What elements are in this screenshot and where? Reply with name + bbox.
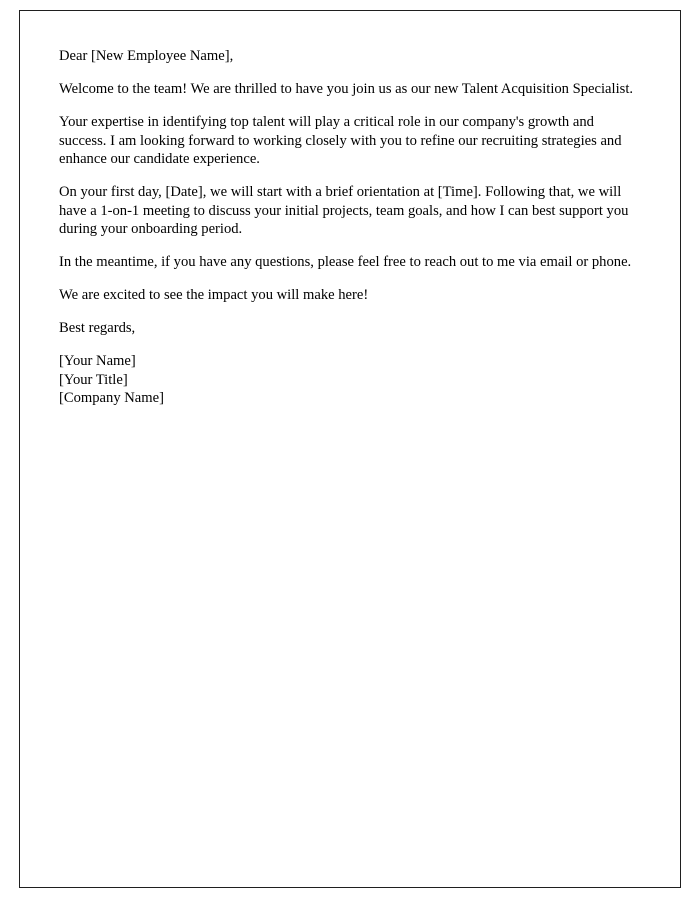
letter-paragraph: We are excited to see the impact you will make here! (59, 287, 369, 303)
signature-name: [Your Name] (59, 353, 136, 369)
letter-paragraph: Your expertise in identifying top talent will play a critical role in our company's growth and success. I am looking forward to working closely with you to refine our recruiting strategies and enhance our candidate experience. (59, 114, 622, 167)
letter-page (19, 10, 681, 888)
signature-block (59, 352, 640, 408)
letter-paragraph: Welcome to the team! We are thrilled to have you join us as our new Talent Acquisition Specialist. (59, 81, 634, 97)
letter-closing: Best regards, (59, 320, 136, 336)
signature-title: [Your Title] (59, 371, 128, 388)
signature-company: [Company Name] (59, 390, 164, 406)
letter-paragraph: On your first day, [Date], we will start with a brief orientation at [Time]. Following that, we will have a 1-on-1 meeting to discuss your initial projects, team goals, and how I can best support you during your onboarding period. (59, 184, 629, 237)
letter-paragraph: In the meantime, if you have any questions, please feel free to reach out to me via email or phone. (59, 254, 632, 270)
letter-salutation: Dear [New Employee Name], (59, 48, 234, 64)
